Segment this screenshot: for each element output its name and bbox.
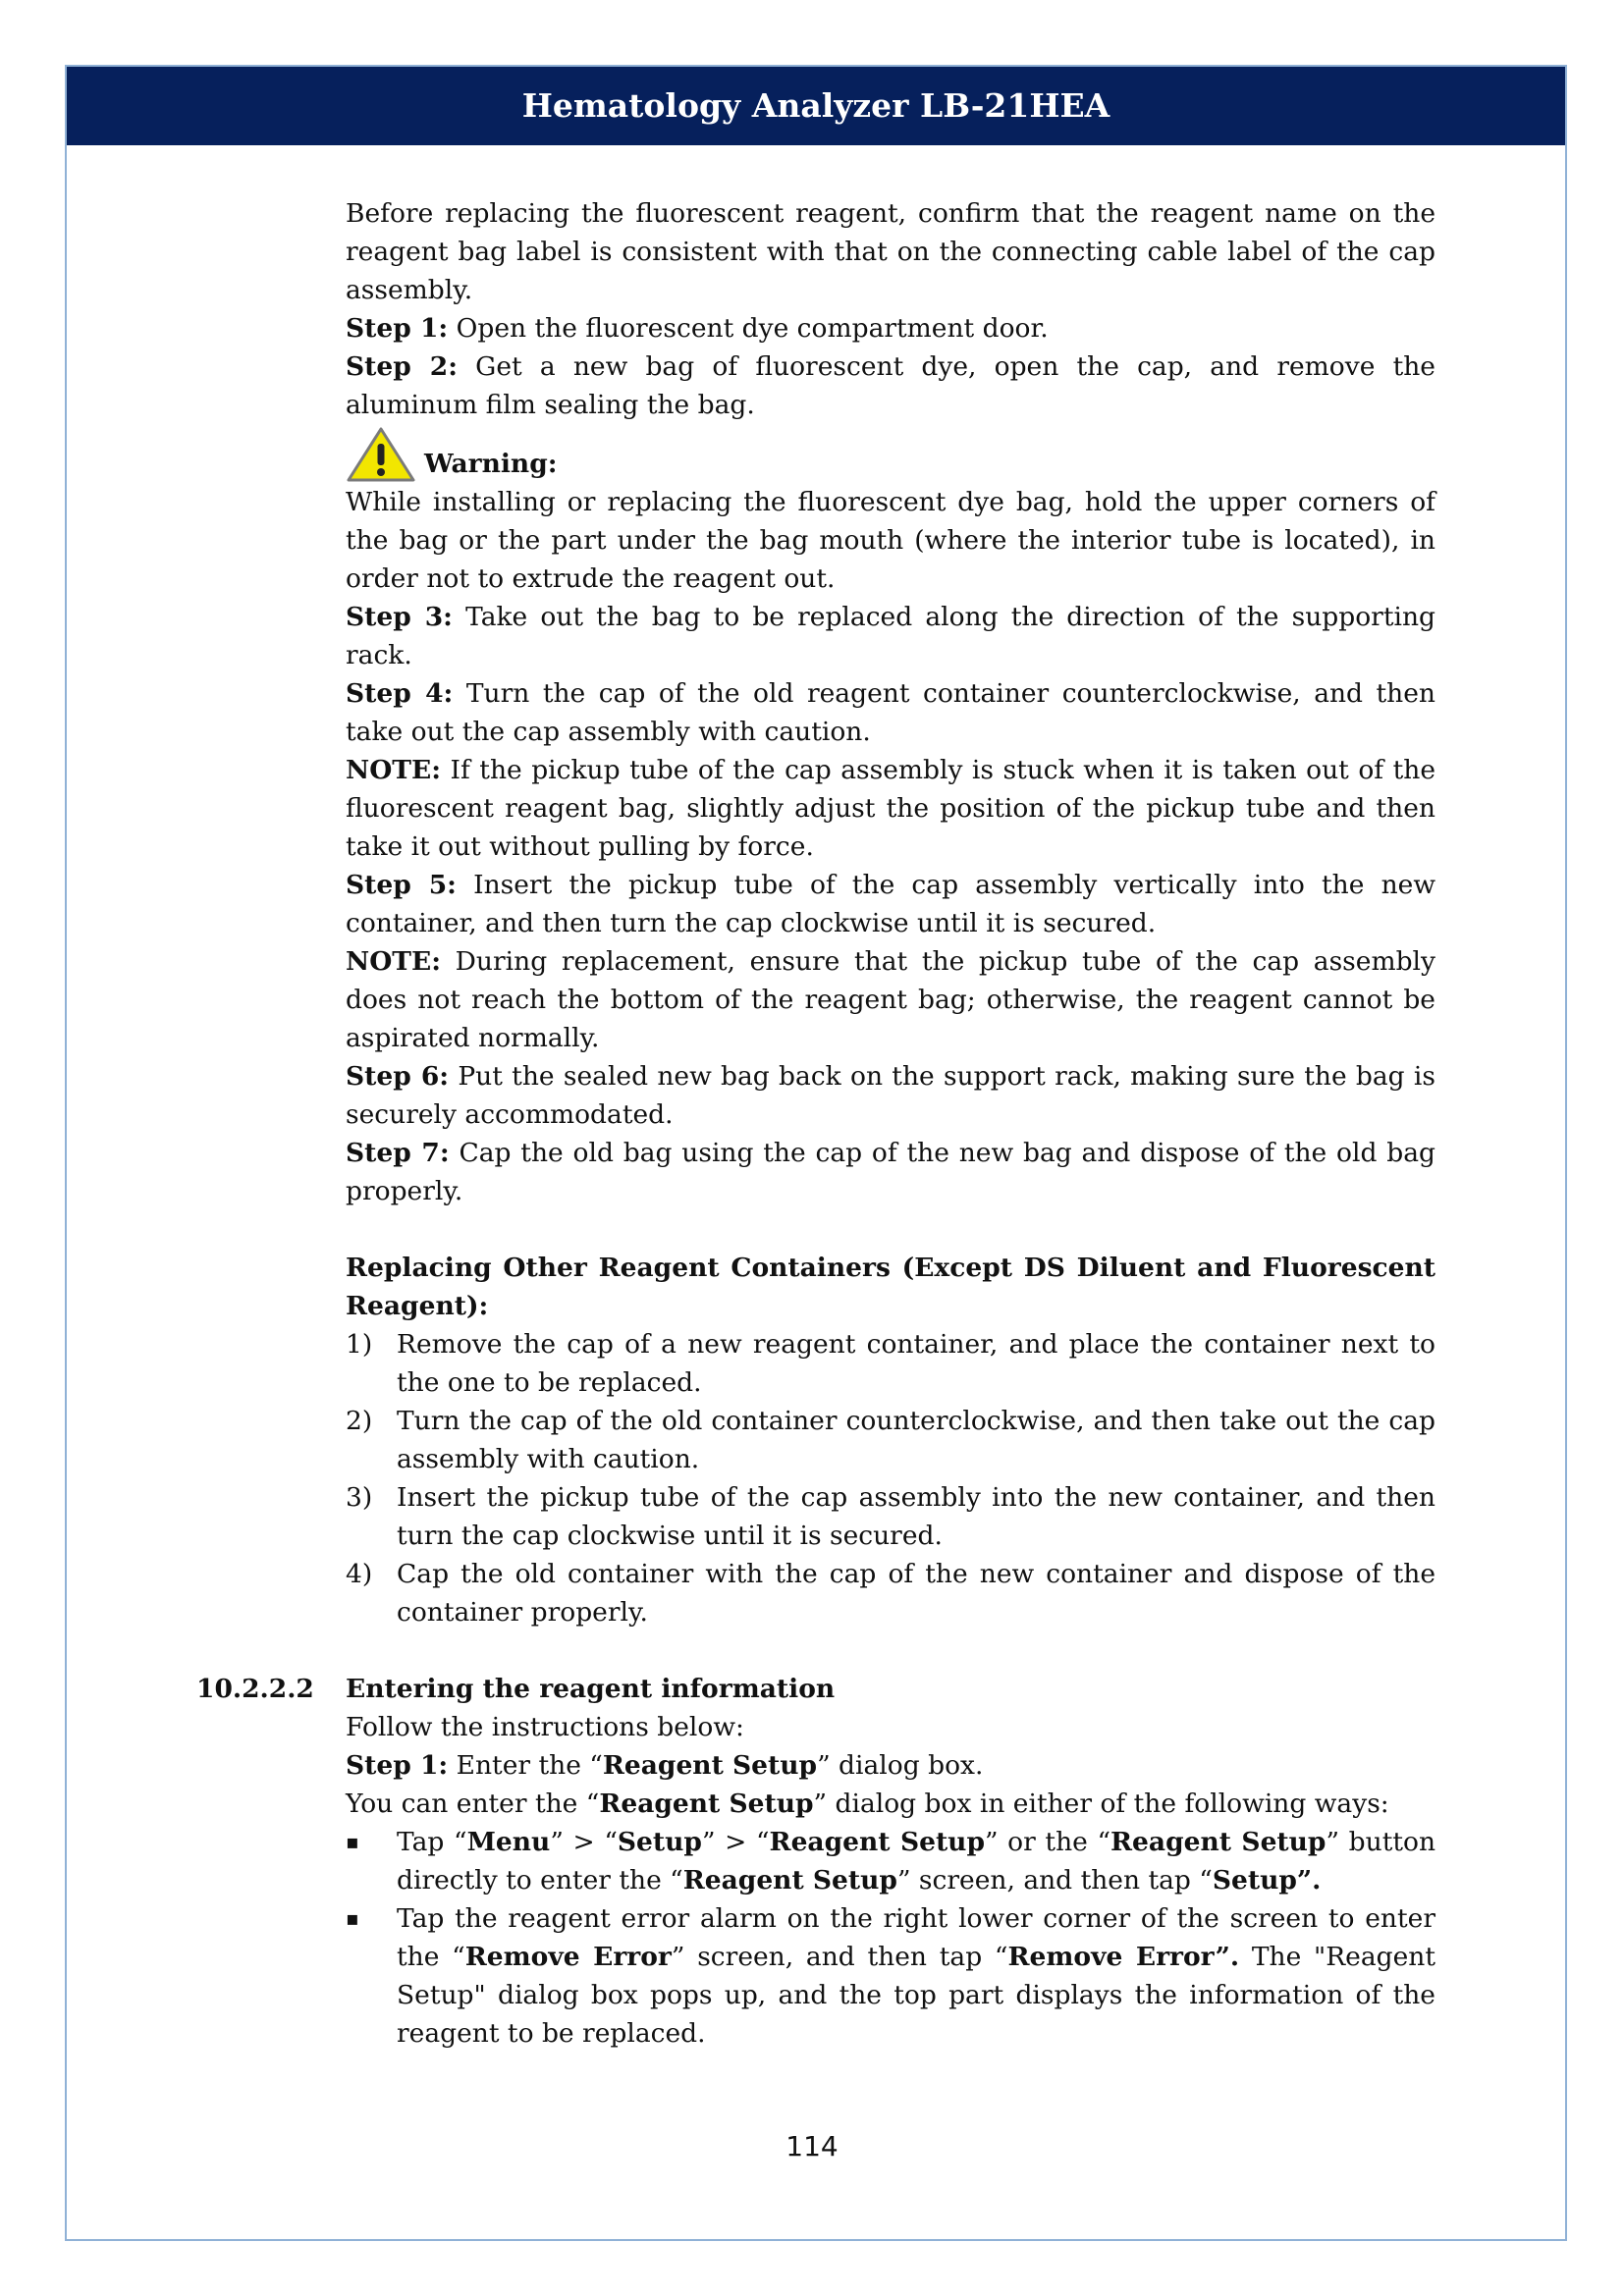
list-text: Insert the pickup tube of the cap assembly into the new container, and then turn the cap clockwise until it is secured.: [397, 1482, 1435, 1551]
step-2: Step 2: Get a new bag of fluorescent dye, open the cap, and remove the aluminum film sealing the bag.: [346, 351, 1435, 420]
list-text: Turn the cap of the old container counterclockwise, and then take out the cap assembly with caution.: [397, 1406, 1435, 1474]
section-step-1: Step 1: Enter the “Reagent Setup” dialog box.: [346, 1750, 984, 1781]
section-number: 10.2.2.2: [196, 1674, 314, 1704]
list-number: 2): [346, 1406, 373, 1436]
spacer: [346, 1210, 1435, 1249]
other-reagents-heading: Replacing Other Reagent Containers (Except DS Diluent and Fluorescent Reagent):: [346, 1253, 1435, 1321]
step-1: Step 1: Open the fluorescent dye compartment door.: [346, 313, 1049, 344]
step-5: Step 5: Insert the pickup tube of the cap assembly vertically into the new container, and then turn the cap clockwise until it is secured.: [346, 870, 1435, 938]
list-item: [346, 1325, 1435, 1402]
note-1: NOTE: If the pickup tube of the cap assembly is stuck when it is taken out of the fluorescent reagent bag, slightly adjust the position of the pickup tube and then take it out without pulling by force.: [346, 755, 1435, 862]
list-item: [346, 1899, 1435, 2053]
follow-instructions: Follow the instructions below:: [346, 1712, 744, 1742]
page-header: Hematology Analyzer LB-21HEA: [67, 67, 1565, 145]
list-number: 3): [346, 1482, 373, 1513]
intro-paragraph: Before replacing the fluorescent reagent, confirm that the reagent name on the reagent bag label is consistent with that on the connecting cable label of the cap assembly.: [346, 198, 1435, 305]
list-item: [346, 1478, 1435, 1555]
step-6: Step 6: Put the sealed new bag back on the support rack, making sure the bag is securely accommodated.: [346, 1061, 1436, 1130]
step-7: Step 7: Cap the old bag using the cap of the new bag and dispose of the old bag properly.: [346, 1138, 1436, 1206]
ways-sentence: You can enter the “Reagent Setup” dialog box in either of the following ways:: [346, 1789, 1389, 1819]
list-text: Cap the old container with the cap of the new container and dispose of the container properly.: [397, 1559, 1435, 1628]
warning-label: Warning:: [424, 449, 558, 479]
list-number: 1): [346, 1329, 373, 1360]
spacer: [346, 1631, 1435, 1670]
list-item: [346, 1823, 1435, 1899]
bullet-square-icon: ▪: [346, 1906, 359, 1930]
list-item: [346, 1555, 1435, 1631]
warning-text: While installing or replacing the fluorescent dye bag, hold the upper corners of the bag or the part under the bag mouth (where the interior tube is located), in order not to extrude the reagent out.: [346, 487, 1435, 594]
list-text: Remove the cap of a new reagent container, and place the container next to the one to be replaced.: [397, 1329, 1435, 1398]
step-3: Step 3: Take out the bag to be replaced along the direction of the supporting rack.: [346, 602, 1435, 670]
document-body: [196, 194, 1436, 2053]
list-text: Tap the reagent error alarm on the right lower corner of the screen to enter the “Remove Error” screen, and then tap “Remove Error”. The "Reagent Setup" dialog box pops up, and the top part displays the information of the reagent to be replaced.: [397, 1903, 1436, 2049]
list-number: 4): [346, 1559, 373, 1589]
list-text: Tap “Menu” > “Setup” > “Reagent Setup” or the “Reagent Setup” button directly to enter the “Reagent Setup” screen, and then tap “Setup”.: [397, 1827, 1436, 1896]
page-number: 114: [785, 2130, 839, 2163]
note-2: NOTE: During replacement, ensure that the pickup tube of the cap assembly does not reach the bottom of the reagent bag; otherwise, the reagent cannot be aspirated normally.: [346, 946, 1435, 1053]
warning-triangle-icon: [346, 426, 416, 483]
section-heading: [196, 1670, 1435, 1708]
section-title: Entering the reagent information: [346, 1674, 836, 1704]
bullet-square-icon: ▪: [346, 1830, 359, 1853]
step-4: Step 4: Turn the cap of the old reagent container counterclockwise, and then take out the cap assembly with caution.: [346, 678, 1436, 747]
list-item: [346, 1402, 1435, 1478]
warning-heading: [346, 426, 1435, 483]
